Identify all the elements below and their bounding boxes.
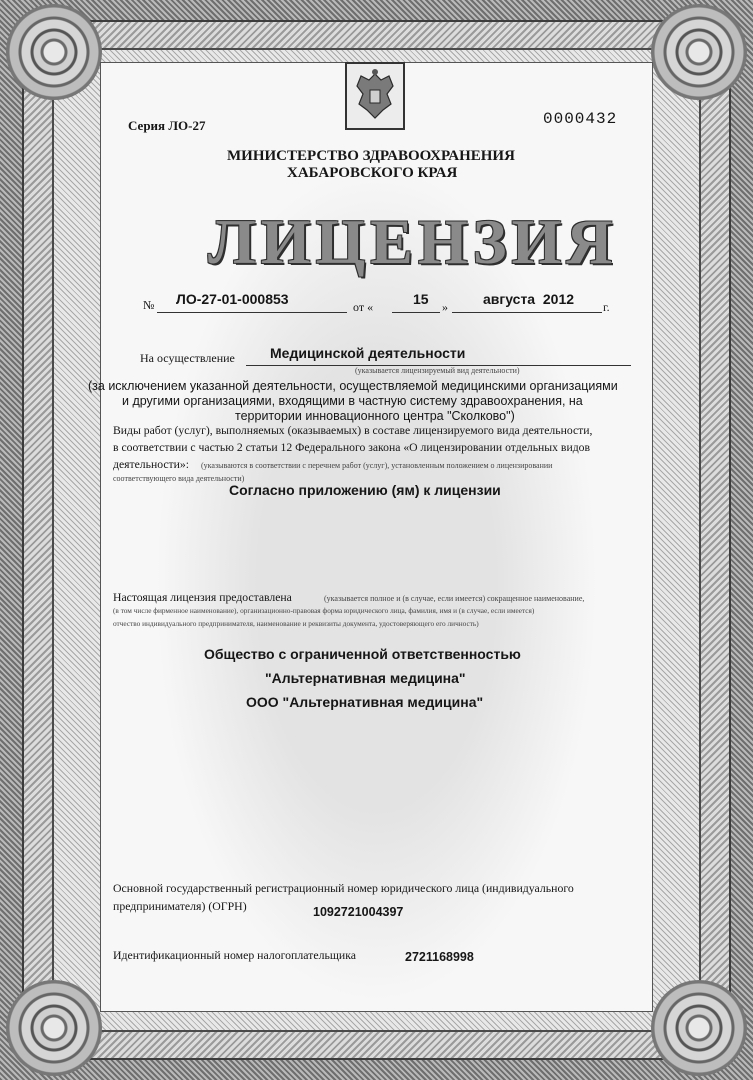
- inn-value: 2721168998: [405, 950, 474, 964]
- corner-rosette-top-right: [651, 4, 747, 100]
- license-number: ЛО-27-01-000853: [176, 291, 289, 307]
- document-title: ЛИЦЕНЗИЯ: [208, 206, 618, 277]
- activity-value: Медицинской деятельности: [270, 345, 466, 361]
- ogrn-label-line2: предпринимателя) (ОГРН): [113, 899, 247, 913]
- works-text-line1: Виды работ (услуг), выполняемых (оказываемых) в составе лицензируемого вида деятельности,: [113, 424, 593, 437]
- activity-label: На осуществление: [140, 351, 235, 365]
- form-serial-number: 0000432: [543, 110, 618, 128]
- ministry-name-line2: ХАБАРОВСКОГО КРАЯ: [287, 165, 458, 181]
- licensee-hint-line2: (в том числе фирменное наименование), организационно-правовая форма юридического лица, фамилия, имя и (в случае, если имеется): [113, 606, 535, 615]
- activity-exclusion-line3: территории инновационного центра "Сколково"): [235, 409, 515, 423]
- ogrn-label-line1: Основной государственный регистрационный номер юридического лица (индивидуального: [113, 881, 574, 895]
- licensee-full-name-line2: "Альтернативная медицина": [265, 670, 466, 686]
- works-hint-line1: (указываются в соответствии с перечнем работ (услуг), установленным положением о лицензировании: [201, 461, 553, 470]
- activity-hint: (указывается лицензируемый вид деятельности): [355, 366, 520, 375]
- works-value: Согласно приложению (ям) к лицензии: [229, 482, 501, 498]
- double-headed-eagle-icon: [347, 64, 403, 128]
- license-month-year: августа 2012: [483, 291, 575, 307]
- date-from-label: от «: [353, 300, 374, 314]
- works-hint-line2: соответствующего вида деятельности): [113, 474, 245, 483]
- ogrn-value: 1092721004397: [313, 905, 404, 919]
- day-underline: [392, 312, 440, 313]
- number-underline: [157, 312, 347, 313]
- corner-rosette-top-left: [6, 4, 102, 100]
- licensee-full-name-line1: Общество с ограниченной ответственностью: [204, 646, 521, 662]
- licensee-short-name: ООО "Альтернативная медицина": [246, 694, 484, 710]
- corner-rosette-bottom-right: [651, 980, 747, 1076]
- year-suffix: г.: [603, 300, 610, 314]
- series-label: Серия ЛО-27: [128, 118, 206, 133]
- activity-exclusion-line1: (за исключением указанной деятельности, осуществляемой медицинскими организациями: [88, 379, 618, 393]
- ministry-name-line1: МИНИСТЕРСТВО ЗДРАВООХРАНЕНИЯ: [227, 148, 515, 164]
- works-text-line2: в соответствии с частью 2 статьи 12 Федерального закона «О лицензировании отдельных видов: [113, 441, 591, 454]
- works-text-line3: деятельности»:: [113, 458, 189, 471]
- month-underline: [452, 312, 602, 313]
- day-close-quote: »: [442, 300, 448, 314]
- licensee-intro: Настоящая лицензия предоставлена: [113, 591, 292, 604]
- licensee-hint-line3: отчество индивидуального предпринимателя, наименование и реквизиты документа, удостоверяющего его личность): [113, 619, 479, 628]
- inn-label: Идентификационный номер налогоплательщика: [113, 948, 357, 962]
- activity-exclusion-line2: и другими организациями, входящими в частную систему здравоохранения, на: [122, 394, 583, 408]
- corner-rosette-bottom-left: [6, 980, 102, 1076]
- license-day: 15: [413, 291, 429, 307]
- licensee-hint-line1: (указывается полное и (в случае, если имеется) сокращенное наименование,: [324, 594, 585, 603]
- coat-of-arms-emblem: [345, 62, 405, 130]
- number-sign: №: [143, 298, 155, 312]
